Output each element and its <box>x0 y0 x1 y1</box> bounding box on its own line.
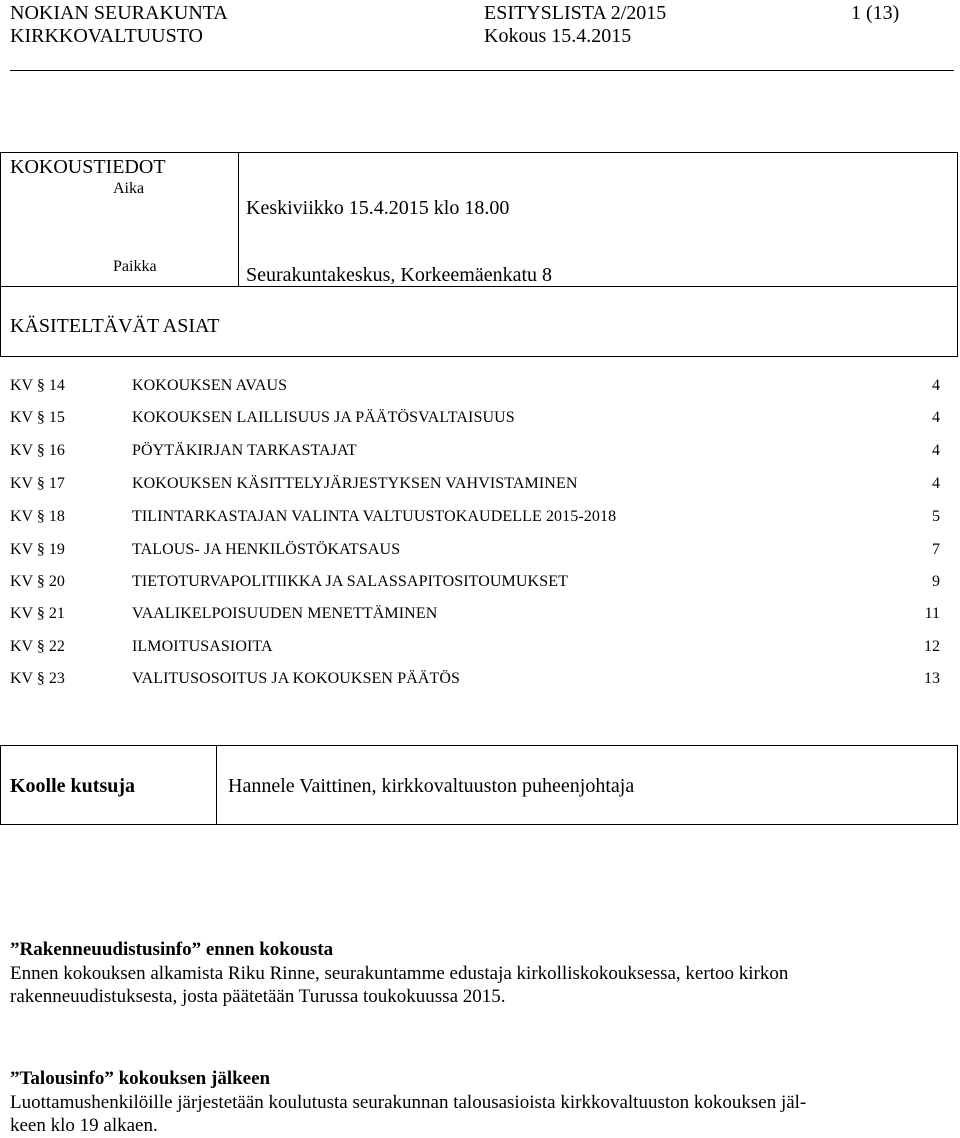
place-label: Paikka <box>113 258 157 275</box>
info-talous-line1: Luottamushenkilöille järjestetään koulutusta seurakunnan talousasioista kirkkovaltuuston kokouksen jäl- <box>10 1091 807 1113</box>
agenda-item-title: TIETOTURVAPOLITIIKKA JA SALASSAPITOSITOUMUKSET <box>132 573 568 590</box>
agenda-item-title: ILMOITUSASIOITA <box>132 638 273 655</box>
agenda-item-number: KV § 14 <box>10 377 65 394</box>
agenda-item-number: KV § 18 <box>10 508 65 525</box>
agenda-item <box>10 637 940 657</box>
agenda-top-border <box>0 356 958 357</box>
agenda-item-page: 4 <box>932 475 940 492</box>
agenda-item-number: KV § 19 <box>10 541 65 558</box>
agenda-item-page: 4 <box>932 442 940 459</box>
agenda-item-title: KOKOUKSEN LAILLISUUS JA PÄÄTÖSVALTAISUUS <box>132 409 515 426</box>
convener-box-top-border <box>0 745 958 746</box>
meeting-box-right-border <box>957 152 958 357</box>
info-talous <box>10 1067 950 1138</box>
header-rule <box>10 70 954 71</box>
agenda-item <box>10 507 940 527</box>
agenda-item <box>10 669 940 689</box>
info-talous-line2: keen klo 19 alkaen. <box>10 1115 158 1136</box>
info-rakenneuudistus-heading: ”Rakenneuudistusinfo” ennen kokousta <box>10 939 334 960</box>
agenda-item-title: VALITUSOSOITUS JA KOKOUKSEN PÄÄTÖS <box>132 670 461 687</box>
meeting-box-top-border <box>0 152 958 153</box>
time-label: Aika <box>113 180 145 197</box>
agenda-item <box>10 572 940 592</box>
agenda-item-title: KOKOUKSEN KÄSITTELYJÄRJESTYKSEN VAHVISTAMINEN <box>132 475 578 492</box>
agenda-item-title: TALOUS- JA HENKILÖSTÖKATSAUS <box>132 541 401 558</box>
agenda-item-title: PÖYTÄKIRJAN TARKASTAJAT <box>132 442 357 459</box>
convener-box-divider <box>216 745 217 825</box>
agenda-item <box>10 474 940 494</box>
agenda-item-number: KV § 22 <box>10 638 65 655</box>
agenda-item-page: 13 <box>924 670 940 687</box>
agenda-item-page: 12 <box>924 638 940 655</box>
agenda-item-number: KV § 17 <box>10 475 65 492</box>
agenda-item-page: 9 <box>932 573 940 590</box>
convener-box-left-border <box>0 745 1 825</box>
agenda-item-page: 7 <box>932 541 940 558</box>
info-rakenneuudistus <box>10 938 950 1009</box>
info-talous-heading: ”Talousinfo” kokouksen jälkeen <box>10 1068 271 1089</box>
document-title: ESITYSLISTA 2/2015 <box>484 2 667 24</box>
agenda-item-number: KV § 23 <box>10 670 65 687</box>
meeting-info-title: KOKOUSTIEDOT <box>10 156 166 178</box>
meeting-box-divider <box>238 152 239 287</box>
agenda-item-page: 4 <box>932 377 940 394</box>
organization-name: NOKIAN SEURAKUNTA <box>10 2 228 24</box>
agenda-item-number: KV § 15 <box>10 409 65 426</box>
agenda-item <box>10 604 940 624</box>
place-value: Seurakuntakeskus, Korkeemäenkatu 8 <box>246 264 553 286</box>
agenda-item-page: 4 <box>932 409 940 426</box>
page-number: 1 (13) <box>851 2 900 24</box>
agenda-item-page: 11 <box>924 605 940 622</box>
convener-box-bottom-border <box>0 824 958 825</box>
agenda-item <box>10 540 940 560</box>
agenda-item-number: KV § 20 <box>10 573 65 590</box>
agenda-item-title: VAALIKELPOISUUDEN MENETTÄMINEN <box>132 605 438 622</box>
agenda-item-number: KV § 16 <box>10 442 65 459</box>
convener-label: Koolle kutsuja <box>10 775 136 797</box>
time-value: Keskiviikko 15.4.2015 klo 18.00 <box>246 197 510 219</box>
agenda-item <box>10 376 940 396</box>
agenda-item-page: 5 <box>932 508 940 525</box>
agenda-item <box>10 408 940 428</box>
agenda-item-title: KOKOUKSEN AVAUS <box>132 377 288 394</box>
info-rakenneuudistus-line1: Ennen kokouksen alkamista Riku Rinne, seurakuntamme edustaja kirkolliskokouksessa, kertoo kirkon <box>10 962 789 984</box>
agenda-item-title: TILINTARKASTAJAN VALINTA VALTUUSTOKAUDELLE 2015-2018 <box>132 508 617 525</box>
convener-box-right-border <box>957 745 958 825</box>
meeting-date: Kokous 15.4.2015 <box>484 25 632 47</box>
info-rakenneuudistus-line2: rakenneuudistuksesta, josta päätetään Turussa toukokuussa 2015. <box>10 986 506 1007</box>
convener-value: Hannele Vaittinen, kirkkovaltuuston puheenjohtaja <box>228 775 635 797</box>
meeting-box-left-border <box>0 152 1 357</box>
agenda-item-number: KV § 21 <box>10 605 65 622</box>
agenda-title: KÄSITELTÄVÄT ASIAT <box>10 315 220 337</box>
agenda-item <box>10 441 940 461</box>
organization-body: KIRKKOVALTUUSTO <box>10 25 203 47</box>
